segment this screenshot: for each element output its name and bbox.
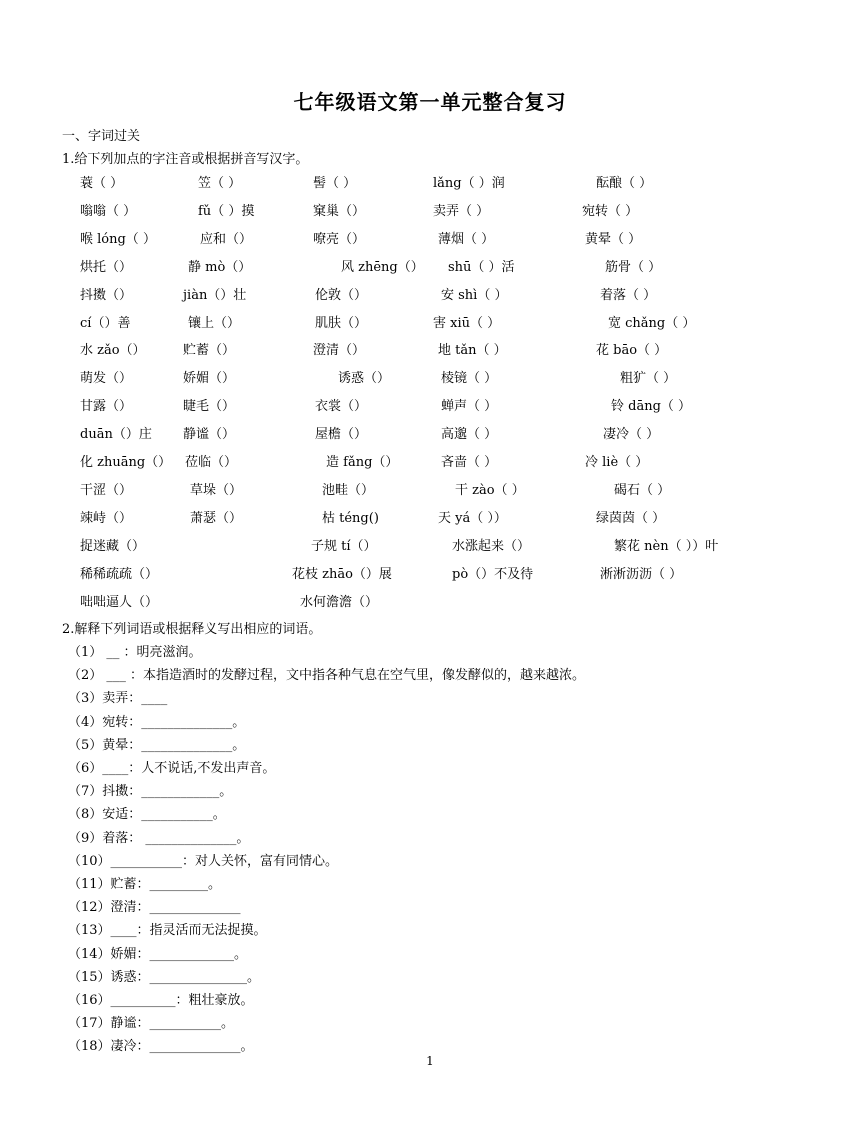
word-item: 静 mò（） — [188, 259, 252, 275]
word-row — [0, 172, 860, 192]
word-item: 绿茵茵（ ） — [596, 510, 666, 526]
word-item: pò（）不及待 — [452, 566, 534, 582]
definition-item: （15）诱惑：_______________。 — [68, 969, 261, 985]
word-row — [0, 284, 860, 304]
word-item: 地 tǎn（ ） — [438, 343, 507, 359]
word-item: 睫毛（） — [183, 399, 236, 415]
word-item: 风 zhēng（） — [341, 259, 424, 275]
word-item: 淅淅沥沥（ ） — [600, 566, 683, 582]
word-item: cí（）善 — [80, 315, 131, 331]
word-item: 蝉声（ ） — [441, 399, 498, 415]
word-item: 冷 liè（ ） — [585, 455, 649, 470]
word-item: 铃 dāng（ ） — [611, 399, 692, 415]
question-1: 1.给下列加点的字注音或根据拼音写汉字。 — [62, 152, 309, 167]
word-item: 干 zào（ ） — [455, 482, 525, 498]
word-item: 吝啬（ ） — [441, 455, 498, 470]
word-item: 稀稀疏疏（） — [80, 566, 159, 582]
word-item: 繁花 nèn（ ））叶 — [614, 538, 719, 554]
word-row — [0, 479, 860, 499]
word-item: 黄晕（ ） — [585, 231, 642, 247]
word-row — [0, 451, 860, 471]
word-item: 捉迷藏（） — [80, 538, 146, 554]
definition-item: （9）着落： ______________。 — [68, 830, 250, 846]
word-item: 棱镜（ ） — [441, 371, 498, 387]
definition-item: （7）抖擞：____________。 — [68, 784, 233, 800]
word-item: 伦敦（） — [315, 287, 368, 303]
word-item: 娇媚（） — [183, 371, 236, 387]
word-item: 造 fǎng（） — [326, 455, 399, 470]
word-item: 莅临（） — [185, 455, 238, 470]
word-item: 水 zǎo（） — [80, 343, 146, 359]
word-item: 衣裳（） — [315, 399, 368, 415]
word-row — [0, 591, 860, 611]
word-row — [0, 339, 860, 359]
page-title: 七年级语文第一单元整合复习 — [293, 90, 567, 114]
definition-item: （14）娇媚：_____________。 — [68, 946, 248, 962]
word-item: 髻（ ） — [313, 176, 357, 191]
definition-item: （10）___________：对人关怀，富有同情心。 — [68, 853, 339, 869]
word-item: 镶上（） — [188, 315, 241, 331]
definition-item: （16）__________：粗壮豪放。 — [68, 993, 254, 1008]
word-item: 卖弄（ ） — [433, 203, 490, 219]
word-item: 枯 téng() — [322, 510, 379, 526]
definition-item: （8）安适：___________。 — [68, 807, 226, 823]
word-item: 筋骨（ ） — [605, 259, 662, 275]
word-item: 抖擞（） — [80, 287, 133, 303]
definition-item: （1） __ ：明亮滋润。 — [68, 645, 202, 660]
definition-item: （3）卖弄：____ — [68, 691, 168, 707]
word-item: 萌发（） — [80, 371, 133, 387]
word-row — [0, 367, 860, 387]
word-item: 粗犷（ ） — [620, 371, 677, 387]
word-item: 宽 chǎng（ ） — [608, 315, 696, 331]
word-item: 应和（） — [200, 231, 253, 247]
word-item: 水涨起来（） — [452, 538, 531, 554]
definition-item: （18）凄冷：______________。 — [68, 1039, 254, 1055]
word-item: 嘹亮（） — [313, 231, 366, 247]
word-item: jiàn（）壮 — [183, 287, 247, 303]
word-item: 化 zhuāng（） — [80, 455, 172, 470]
word-item: 笠（ ） — [198, 176, 242, 191]
word-row — [0, 256, 860, 276]
section-heading: 一、字词过关 — [62, 129, 141, 144]
word-item: 萧瑟（） — [190, 510, 243, 526]
word-item: 宛转（ ） — [582, 203, 639, 219]
word-item: 薄烟（ ） — [438, 231, 495, 247]
word-item: 嗡嗡（ ） — [80, 203, 137, 219]
word-item: 花 bāo（ ） — [596, 343, 668, 359]
word-row — [0, 228, 860, 248]
word-row — [0, 535, 860, 555]
definition-item: （2） ___ ：本指造酒时的发酵过程，文中指各种气息在空气里，像发酵似的，越来越浓。 — [68, 668, 586, 684]
definition-item: （11）贮蓄：_________。 — [68, 877, 222, 892]
word-item: 诱惑（） — [338, 371, 391, 387]
word-item: 肌肤（） — [315, 315, 368, 331]
word-item: 喉 lóng（ ） — [80, 231, 156, 247]
word-item: 蓑（ ） — [80, 176, 124, 191]
word-item: 竦峙（） — [80, 510, 133, 526]
word-row — [0, 312, 860, 332]
word-item: duān（）庄 — [80, 427, 152, 443]
word-item: 水何澹澹（） — [300, 594, 379, 610]
word-row — [0, 395, 860, 415]
word-item: 咄咄逼人（） — [80, 594, 159, 610]
word-item: 子规 tí（） — [311, 538, 377, 554]
word-item: 花枝 zhāo（）展 — [292, 566, 392, 582]
word-row — [0, 200, 860, 220]
word-item: 天 yá（ ）） — [438, 510, 507, 526]
definition-item: （4）宛转：______________。 — [68, 714, 246, 730]
word-item: 碣石（ ） — [614, 482, 671, 498]
word-item: 贮蓄（） — [183, 343, 236, 359]
word-item: 酝酿（ ） — [596, 176, 653, 191]
word-item: 烘托（） — [80, 259, 133, 275]
definition-item: （12）澄清：______________ — [68, 900, 241, 916]
word-item: 屋檐（） — [315, 427, 368, 443]
word-item: 害 xiū（ ） — [433, 315, 501, 331]
word-item: 静谧（） — [183, 427, 236, 443]
word-item: 安 shì（ ） — [441, 287, 508, 303]
word-item: 草垛（） — [190, 482, 243, 498]
word-item: 窠巢（） — [313, 203, 366, 219]
definition-item: （6）____：人不说话,不发出声音。 — [68, 761, 276, 776]
word-item: 高邈（ ） — [441, 427, 498, 443]
page-number: 1 — [426, 1054, 434, 1068]
word-item: fǔ（ ）摸 — [198, 203, 255, 219]
word-item: 干涩（） — [80, 482, 133, 498]
definition-item: （17）静谧：___________。 — [68, 1016, 235, 1032]
word-item: 池畦（） — [322, 482, 375, 498]
word-item: 甘露（） — [80, 399, 133, 415]
word-item: 凄冷（ ） — [603, 427, 660, 443]
word-row — [0, 423, 860, 443]
definition-item: （13）____：指灵活而无法捉摸。 — [68, 923, 267, 939]
word-item: lǎng（ ）润 — [433, 176, 505, 191]
definition-item: （5）黄晕：______________。 — [68, 737, 246, 753]
word-item: 澄清（） — [313, 343, 366, 359]
word-row — [0, 507, 860, 527]
word-row — [0, 563, 860, 583]
word-item: shū（ ）活 — [448, 259, 515, 275]
question-2: 2.解释下列词语或根据释义写出相应的词语。 — [62, 622, 322, 637]
word-item: 着落（ ） — [600, 287, 657, 303]
